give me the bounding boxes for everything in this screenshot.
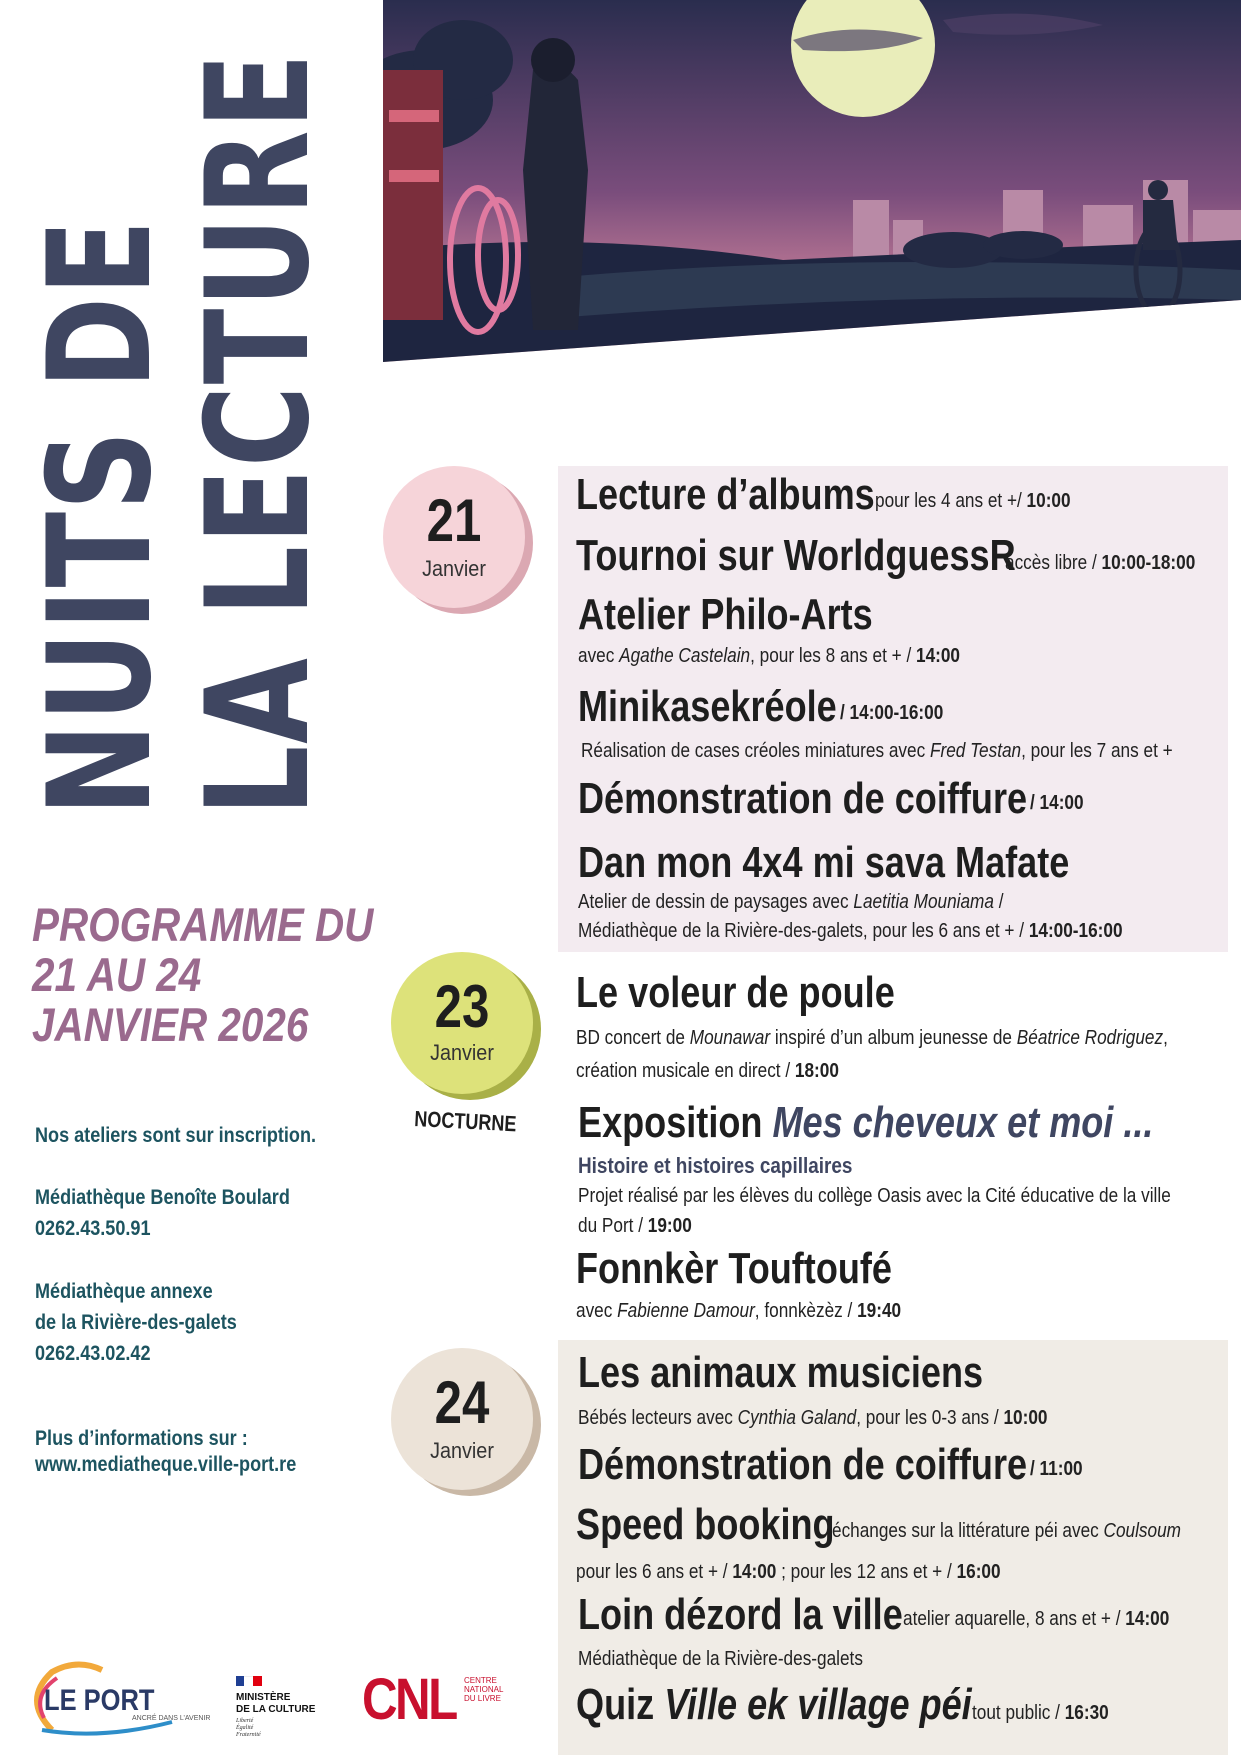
- event-voleur-de-poule: [576, 968, 965, 1018]
- date-circle-24: [391, 1348, 533, 1490]
- date-month: Janvier: [430, 1438, 494, 1463]
- event-title: Les animaux musiciens: [578, 1348, 984, 1397]
- event-title: Le voleur de poule: [576, 968, 895, 1017]
- date-month: Janvier: [422, 556, 486, 581]
- event-animaux-musiciens: [578, 1348, 1072, 1398]
- programme-line-3: JANVIER 2026: [32, 998, 309, 1051]
- event-dan-mon-4x4: [578, 838, 1177, 888]
- event-quiz-info: tout public / 16:30: [972, 1702, 1109, 1724]
- event-demo-coiffure-21-time: / 14:00: [1030, 792, 1084, 814]
- event-speed-booking-info: échanges sur la littérature péi avec Coulsoum: [832, 1520, 1181, 1542]
- cnl-line-3: DU LIVRE: [464, 1694, 501, 1703]
- programme-dates: [32, 898, 374, 1051]
- event-demo-coiffure-24-time: / 11:00: [1030, 1458, 1083, 1480]
- event-speed-booking-times: pour les 6 ans et + / 14:00 ; pour les 12 ans et + / 16:00: [576, 1561, 1001, 1583]
- event-title: Minikasekréole: [578, 682, 837, 731]
- event-title: Démonstration de coiffure: [578, 1440, 1028, 1489]
- library-1-phone[interactable]: 0262.43.50.91: [35, 1217, 151, 1240]
- event-title: Démonstration de coiffure: [578, 774, 1028, 823]
- event-title: Fonnkèr Touftoufé: [576, 1244, 892, 1293]
- event-title: Quiz Ville ek village péi: [576, 1680, 972, 1729]
- date-circle-21: [383, 466, 525, 608]
- programme-line-2: 21 AU 24: [32, 948, 202, 1001]
- event-loin-dezord-place: Médiathèque de la Rivière-des-galets: [578, 1648, 863, 1670]
- event-philo-arts: [578, 590, 937, 640]
- ministere-line-1: MINISTÈRE: [236, 1692, 291, 1703]
- event-fonnker-info: avec Fabienne Damour, fonnkèzèz / 19:40: [576, 1300, 902, 1322]
- library-2-name-1: Médiathèque annexe: [35, 1280, 213, 1303]
- event-title: Loin dézord la ville: [578, 1590, 903, 1639]
- info-library-1: [35, 1182, 331, 1244]
- cnl-line-1: CENTRE: [464, 1676, 497, 1685]
- le-port-tagline: ANCRÉ DANS L’AVENIR: [132, 1715, 211, 1722]
- title-line-2: LA LECTURE: [176, 51, 341, 816]
- event-philo-arts-info: avec Agathe Castelain, pour les 8 ans et + / 14:00: [578, 645, 961, 667]
- date-circle-23: [391, 952, 533, 1094]
- event-exposition-subtitle: Histoire et histoires capillaires: [578, 1153, 853, 1178]
- date-day: 21: [426, 487, 482, 554]
- event-title: Tournoi sur WorldguessR: [576, 531, 1016, 580]
- event-loin-dezord-info: atelier aquarelle, 8 ans et + / 14:00: [903, 1608, 1170, 1630]
- logo-le-port: [22, 1660, 222, 1740]
- logo-cnl: [362, 1666, 512, 1736]
- exposition-name: Mes cheveux et moi ...: [772, 1098, 1154, 1147]
- event-voleur-de-poule-info-2: création musicale en direct / 18:00: [576, 1060, 839, 1082]
- nocturne-tag: NOCTURNE: [413, 1106, 518, 1137]
- programme-line-1: PROGRAMME DU: [32, 898, 374, 951]
- event-title: Atelier Philo-Arts: [578, 590, 873, 639]
- devise-egalite: Égalité: [236, 1725, 254, 1731]
- event-minikasekreole-info: Réalisation de cases créoles miniatures avec Fred Testan, pour les 7 ans et +: [581, 740, 1173, 762]
- info-library-2: [35, 1276, 270, 1369]
- event-exposition-info-2: du Port / 19:00: [578, 1215, 692, 1237]
- date-day: 23: [434, 973, 490, 1040]
- title-line-1: NUITS DE: [18, 218, 183, 816]
- devise-liberte: Liberté: [236, 1718, 254, 1724]
- event-dan-mon-4x4-info-2: Médiathèque de la Rivière-des-galets, pour les 6 ans et + / 14:00-16:00: [578, 920, 1123, 942]
- website-link[interactable]: www.mediatheque.ville-port.re: [35, 1453, 297, 1476]
- le-port-name: LE PORT: [44, 1684, 155, 1717]
- event-title: Exposition Mes cheveux et moi ...: [578, 1098, 1154, 1147]
- event-voleur-de-poule-info-1: BD concert de Mounawar inspiré d’un album jeunesse de Béatrice Rodriguez,: [576, 1027, 1168, 1049]
- logo-ministere-culture: [232, 1660, 332, 1740]
- date-month: Janvier: [430, 1040, 494, 1065]
- event-tournoi-info: accès libre / 10:00-18:00: [1005, 552, 1196, 574]
- info-more: [35, 1426, 339, 1478]
- quiz-name: Ville ek village péi: [664, 1680, 972, 1729]
- event-title: Lecture d’albums: [576, 470, 875, 519]
- event-minikasekreole-time: / 14:00-16:00: [840, 702, 944, 724]
- event-fonnker: [576, 1244, 961, 1294]
- event-dan-mon-4x4-info-1: Atelier de dessin de paysages avec Laetitia Mouniama /: [578, 891, 1004, 913]
- event-title: Speed booking: [576, 1500, 835, 1549]
- date-day: 24: [434, 1369, 490, 1436]
- cover-illustration: [383, 0, 1241, 428]
- info-inscription: Nos ateliers sont sur inscription.: [35, 1124, 317, 1147]
- library-2-phone[interactable]: 0262.43.02.42: [35, 1342, 151, 1365]
- library-2-name-2: de la Rivière-des-galets: [35, 1311, 237, 1334]
- library-1-name: Médiathèque Benoîte Boulard: [35, 1186, 290, 1209]
- event-title: Dan mon 4x4 mi sava Mafate: [578, 838, 1070, 887]
- french-flag-icon: [236, 1676, 262, 1686]
- more-info-label: Plus d’informations sur :: [35, 1427, 248, 1450]
- event-exposition-info-1: Projet réalisé par les élèves du collège Oasis avec la Cité éducative de la ville: [578, 1185, 1171, 1207]
- ministere-line-2: DE LA CULTURE: [236, 1704, 316, 1715]
- cnl-line-2: NATIONAL: [464, 1685, 504, 1694]
- devise-fraternite: Fraternité: [236, 1732, 261, 1738]
- event-exposition: [578, 1098, 1241, 1148]
- event-animaux-musiciens-info: Bébés lecteurs avec Cynthia Galand, pour les 0-3 ans / 10:00: [578, 1407, 1048, 1429]
- event-lecture-albums-info: pour les 4 ans et +/ 10:00: [875, 490, 1071, 512]
- cnl-name: CNL: [362, 1667, 456, 1732]
